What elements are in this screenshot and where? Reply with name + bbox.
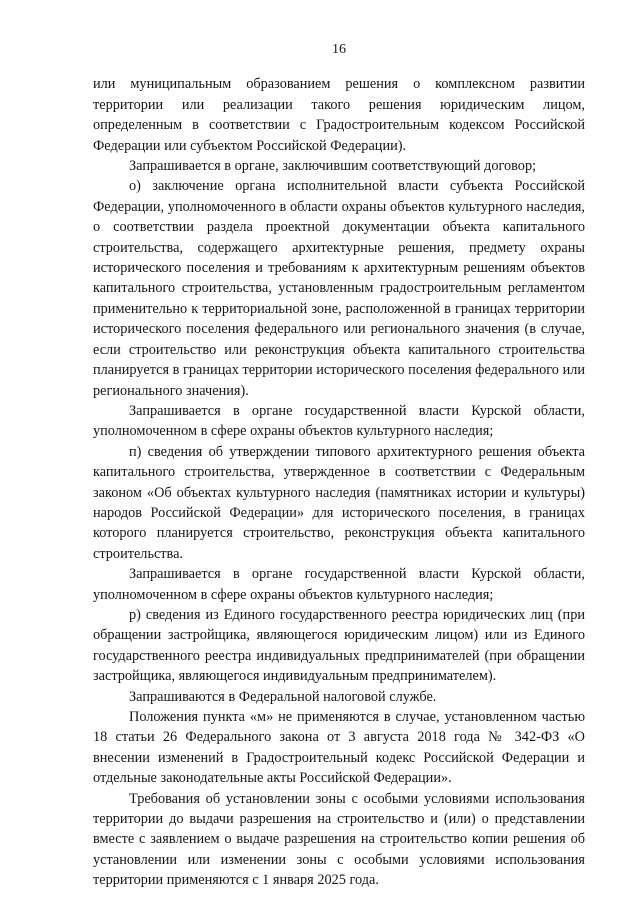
paragraph: р) сведения из Единого государственного реестра юридических лиц (при обращении застройщика, являющегося юридическим лицом) или из Единого государственного реестра индивидуальных предпринимателей (при обращении застройщика, являющегося индивидуальным предпринимателем).	[93, 606, 585, 685]
paragraph: Запрашивается в органе, заключившим соответствующий договор;	[129, 158, 537, 175]
paragraph: Запрашиваются в Федеральной налоговой службе.	[129, 688, 437, 705]
paragraph: Положения пункта «м» не применяются в случае, установленном частью 18 статьи 26 Федерального закона от 3 августа 2018 года № 342-ФЗ «О внесении изменений в Градостроительный кодекс Российской Федерации и отдельные законодательные акты Российской Федерации».	[93, 709, 585, 787]
page-number: 16	[332, 42, 346, 57]
paragraph: Запрашивается в органе государственной власти Курской области, уполномоченном в сфере охраны объектов культурного наследия;	[93, 566, 585, 603]
paragraph: Запрашивается в органе государственной власти Курской области, уполномоченном в сфере охраны объектов культурного наследия;	[93, 402, 585, 440]
paragraph: Требования об установлении зоны с особыми условиями использования территории до выдачи разрешения на строительство и (или) о представлении вместе с заявлением о выдаче разрешения на строительство копии решения об установлении или изменении зоны с особыми условиями использования территории применяются с 1 января 2025 года.	[93, 790, 585, 889]
document-page	[93, 40, 585, 891]
paragraph: о) заключение органа исполнительной власти субъекта Российской Федерации, уполномоченного в области охраны объектов культурного наследия, о соответствии раздела проектной документации объекта капитального строительства, содержащего архитектурные решения, предмету охраны исторического поселения и требованиям к архитектурным решениям объектов капитального строительства, установленным градостроительным регламентом применительно к территориальной зоне, расположенной в границах территории исторического поселения федерального или регионального значения (в случае, если строительство или реконструкция объекта капитального строительства планируется в границах территории исторического поселения федерального или регионального значения).	[93, 178, 585, 399]
paragraph: п) сведения об утверждении типового архитектурного решения объекта капитального строительства, утвержденное в соответствии с Федеральным законом «Об объектах культурного наследия (памятниках истории и культуры) народов Российской Федерации» для исторического поселения, в границах которого планируется строительство, реконструкция объекта капитального строительства.	[93, 443, 585, 562]
paragraph: или муниципальным образованием решения о комплексном развитии территории или реализации такого решения юридическим лицом, определенным в соответствии с Градостроительным кодексом Российской Федерации или субъектом Российской Федерации).	[93, 76, 585, 154]
